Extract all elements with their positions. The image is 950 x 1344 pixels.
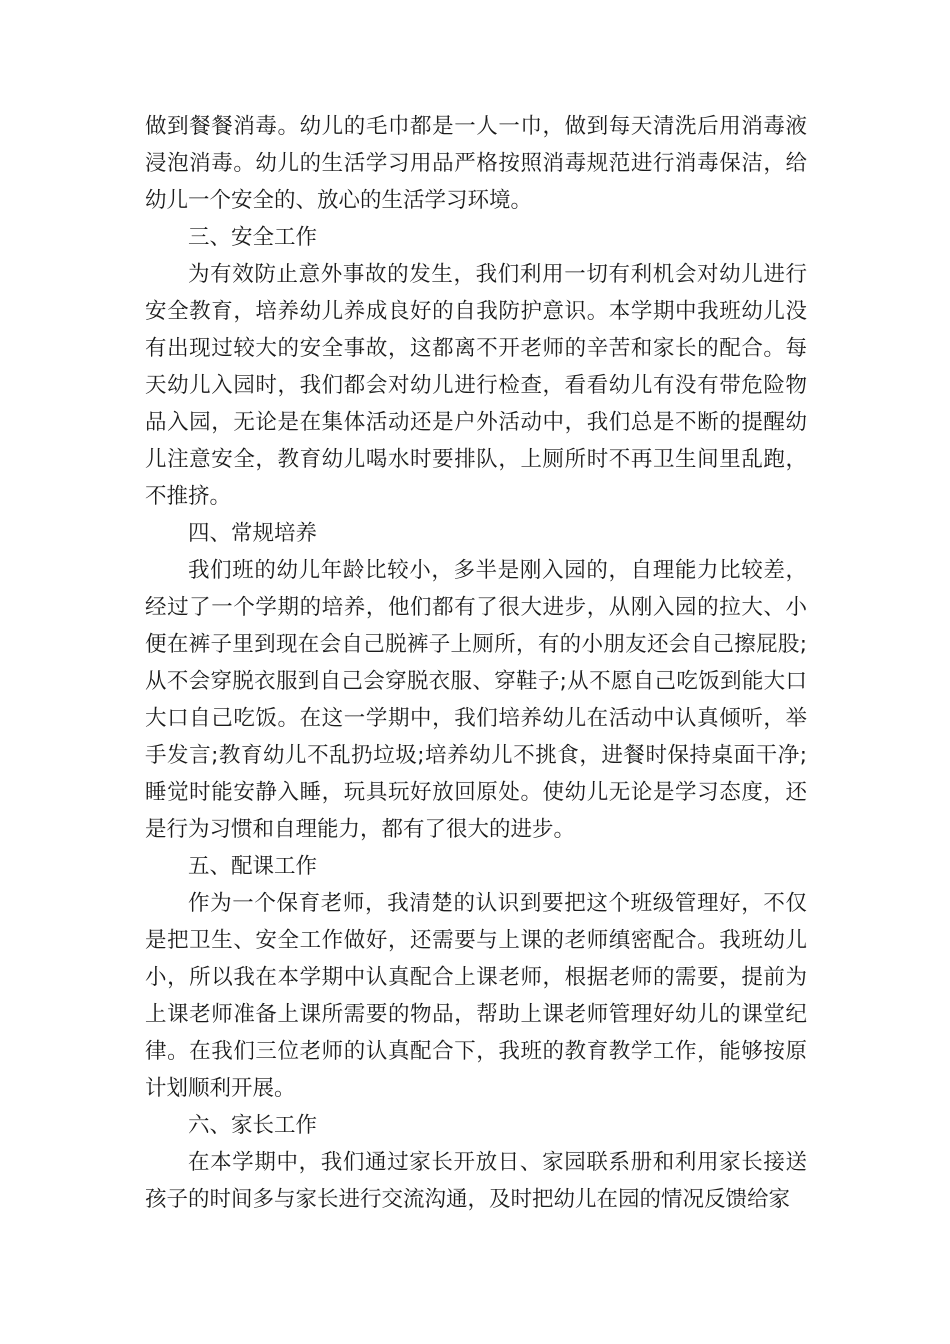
section-heading-parents: 六、家长工作 [188, 1113, 318, 1138]
paragraph-safety: 为有效防止意外事故的发生，我们利用一切有利机会对幼儿进行安全教育，培养幼儿养成良好的自我防护意识。本学期中我班幼儿没有出现过较大的安全事故，这都离不开老师的辛苦和家长的配合。每天幼儿入园时，我们都会对幼儿进行检查，看看幼儿有没有带危险物品入园，无论是在集体活动还是户外活动中，我们总是不断的提醒幼儿注意安全，教育幼儿喝水时要排队，上厕所时不再卫生间里乱跑，不推挤。 [145, 262, 807, 509]
document-page [145, 108, 807, 1218]
section-heading-safety: 三、安全工作 [188, 225, 318, 250]
section-heading-routine: 四、常规培养 [188, 521, 318, 546]
paragraph-disinfection: 做到餐餐消毒。幼儿的毛巾都是一人一巾，做到每天清洗后用消毒液浸泡消毒。幼儿的生活学习用品严格按照消毒规范进行消毒保洁，给幼儿一个安全的、放心的生活学习环境。 [145, 114, 807, 213]
section-heading-class-support: 五、配课工作 [188, 854, 318, 879]
paragraph-routine: 我们班的幼儿年龄比较小，多半是刚入园的，自理能力比较差，经过了一个学期的培养，他们都有了很大进步，从刚入园的拉大、小便在裤子里到现在会自己脱裤子上厕所，有的小朋友还会自己擦屁股;从不会穿脱衣服到自己会穿脱衣服、穿鞋子;从不愿自己吃饭到能大口大口自己吃饭。在这一学期中，我们培养幼儿在活动中认真倾听，举手发言;教育幼儿不乱扔垃圾;培养幼儿不挑食，进餐时保持桌面干净;睡觉时能安静入睡，玩具玩好放回原处。使幼儿无论是学习态度，还是行为习惯和自理能力，都有了很大的进步。 [145, 558, 807, 842]
paragraph-class-support: 作为一个保育老师，我清楚的认识到要把这个班级管理好，不仅是把卫生、安全工作做好，还需要与上课的老师缜密配合。我班幼儿小，所以我在本学期中认真配合上课老师，根据老师的需要，提前为上课老师准备上课所需要的物品，帮助上课老师管理好幼儿的课堂纪律。在我们三位老师的认真配合下，我班的教育教学工作，能够按原计划顺利开展。 [145, 891, 807, 1101]
paragraph-parents: 在本学期中，我们通过家长开放日、家园联系册和利用家长接送孩子的时间多与家长进行交流沟通，及时把幼儿在园的情况反馈给家 [145, 1150, 807, 1212]
